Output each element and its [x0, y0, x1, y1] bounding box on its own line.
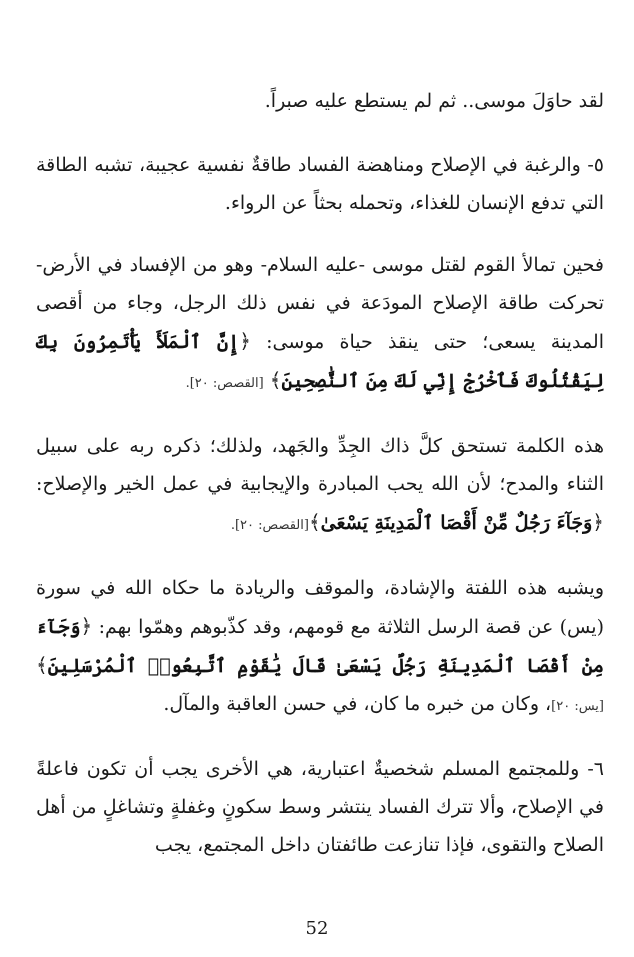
paragraph-2-text: ٥- والرغبة في الإصلاح ومناهضة الفساد طاقةٌ نفسية عجيبة، تشبه الطاقة التي تدفع الإنسان للغذاء، وتحمله بحثاً عن الرواء. [36, 154, 604, 214]
paragraph-6-text: ٦- وللمجتمع المسلم شخصيةٌ اعتبارية، هي الأخرى يجب أن تكون فاعلةً في الإصلاح، وألا تترك الفساد ينتشر وسط سكونٍ وغفلةٍ وتشاغلٍ من أهل الصلاح والتقوى، فإذا تنازعت طائفتان داخل المجتمع، يجب [36, 758, 604, 856]
paragraph-5-text: ويشبه هذه اللفتة والإشادة، والموقف والريادة ما حكاه الله في سورة (يس) عن قصة الرسل الثلاثة مع قومهم، وقد كذّبوهم وهمّوا بهم: [36, 577, 604, 638]
verse-reference: [القصص: ٢٠]. [185, 376, 264, 391]
quran-bracket-open: ﴿ [239, 329, 251, 353]
quran-verse: وَجَآءَ مِنْ أَقْصَا ٱلْمَدِينَةِ رَجُلٌ يَسْعَىٰ قَالَ يَٰقَوْمِ ٱتَّبِعُوا۟ ٱلْمُرْسَلِينَ [36, 616, 604, 677]
quran-bracket-close: ﴾ [269, 368, 282, 392]
page-number: 52 [305, 918, 329, 939]
paragraph-5-after: ، وكان من خبره ما كان، في حسن العاقبة والمآل. [163, 693, 552, 715]
quran-verse: إِنَّ ٱلْمَلَأَ يَأْتَمِرُونَ بِكَ لِيَقْتُلُوكَ فَٱخْرُجْ إِنِّي لَكَ مِنَ ٱلنَّٰصِحِينَ [36, 331, 604, 392]
quran-bracket-open: ﴿ [80, 614, 93, 638]
quran-verse: وَجَآءَ رَجُلٌ مِّنْ أَقْصَا ٱلْمَدِينَةِ يَسْعَىٰ [320, 512, 593, 534]
paragraph-3 [36, 246, 604, 403]
verse-reference: [يس: ٢٠] [551, 699, 604, 714]
page-body [36, 82, 604, 888]
paragraph-4-text: هذه الكلمة تستحق كلَّ ذاك الجِدِّ والجَهد، ولذلك؛ ذكره ربه على سبيل الثناء والمدح؛ لأن الله يحب المبادرة والإيجابية في عمل الخير والإصلاح: [36, 435, 604, 495]
paragraph-1 [36, 82, 604, 120]
quran-bracket-close: ﴾ [36, 653, 48, 677]
verse-reference: [القصص: ٢٠]. [230, 518, 309, 533]
paragraph-2 [36, 146, 604, 222]
quran-bracket-open: ﴿ [592, 510, 604, 534]
paragraph-1-text: لقد حاوَلَ موسى.. ثم لم يستطع عليه صبراً. [264, 90, 604, 112]
paragraph-5 [36, 569, 604, 726]
quran-bracket-close: ﴾ [308, 510, 321, 534]
paragraph-6 [36, 750, 604, 864]
paragraph-3-text: فحين تمالأ القوم لقتل موسى -عليه السلام- وهو من الإفساد في الأرض- تحركت طاقة الإصلاح المودَعة في نفس ذلك الرجل، وجاء من أقصى المدينة يسعى؛ حتى ينقذ حياة موسى: [36, 254, 604, 353]
paragraph-4 [36, 427, 604, 545]
